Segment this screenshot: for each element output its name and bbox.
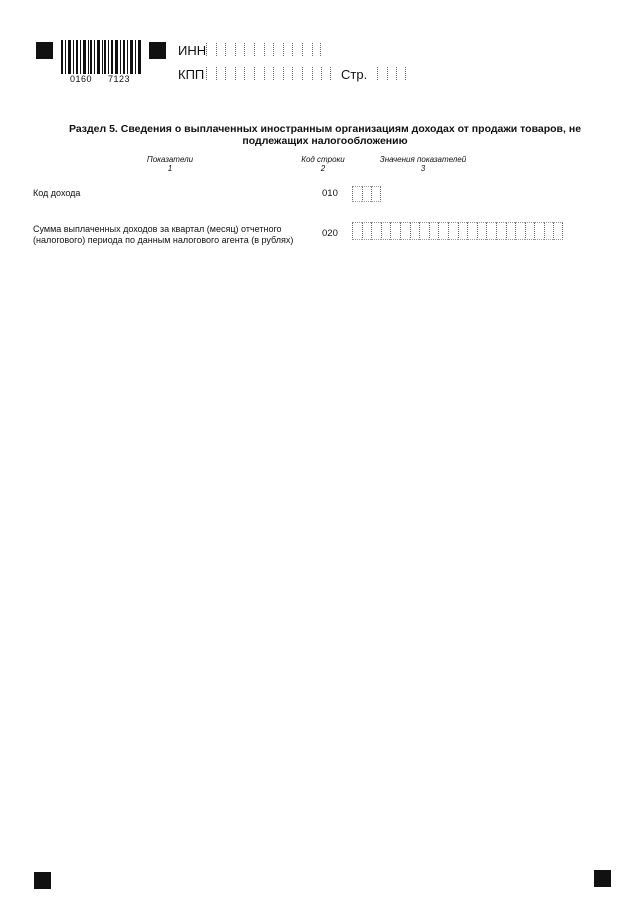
inn-label: ИНН	[178, 43, 207, 58]
row-code-010: 010	[322, 188, 338, 199]
registration-marker-top-mid	[149, 42, 166, 59]
page-number-field[interactable]	[377, 67, 406, 80]
column-header-line-code-num: 2	[320, 164, 326, 173]
column-header-values-num: 3	[420, 164, 426, 173]
barcode-icon	[61, 40, 141, 74]
registration-marker-top-left	[36, 42, 53, 59]
income-sum-field[interactable]	[352, 222, 563, 240]
column-header-line-code-label: Код строки	[301, 155, 345, 164]
column-header-indicators-num: 1	[167, 164, 173, 173]
inn-field[interactable]	[206, 43, 321, 56]
page-label: Стр.	[341, 67, 368, 82]
registration-marker-bottom-right	[594, 870, 611, 887]
barcode-number-left: 0160	[70, 74, 93, 84]
kpp-label: КПП	[178, 67, 205, 82]
row-label-income-sum: Сумма выплаченных доходов за квартал (месяц) отчетного (налогового) периода по данным налогового агента (в рублях)	[33, 224, 294, 245]
column-header-indicators-label: Показатели	[146, 155, 194, 164]
column-header-values-label: Значения показателей	[379, 155, 467, 164]
registration-marker-bottom-left	[34, 872, 51, 889]
row-code-020: 020	[322, 228, 338, 239]
section-title: Раздел 5. Сведения о выплаченных иностранным организациям доходах от продажи товаров, не подлежащих налогообложению	[68, 123, 582, 147]
column-header-indicators	[130, 155, 210, 173]
column-header-line-code	[293, 155, 353, 173]
barcode-number-right: 7123	[108, 74, 131, 84]
kpp-field[interactable]	[206, 67, 331, 80]
row-label-income-code: Код дохода	[33, 188, 81, 198]
income-code-field[interactable]	[352, 186, 381, 202]
column-header-values	[368, 155, 478, 173]
